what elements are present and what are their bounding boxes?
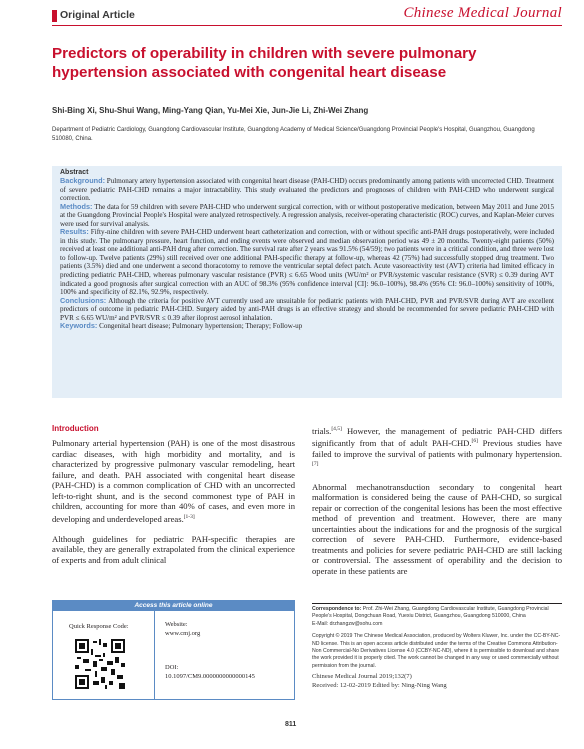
header-rule: [52, 25, 562, 26]
copyright-notice: Copyright © 2019 The Chinese Medical Association, produced by Wolters Kluwer, Inc. under the CC-BY-NC-ND license. This is an open access article distributed under the terms of the Creative Commons Attribution-Non Commercial-No Derivatives License 4.0 (CCBY-NC-ND), where it is permissible to download and share the work provided it is properly cited. The work cannot be changed in any way or used commercially without permission from the journal.: [312, 633, 561, 669]
methods-text: The data for 59 children with severe PAH-CHD who underwent surgical correction, with or without postoperative medication, between May 2011 and June 2015 at the Guangdong Provincial People's Hospital were analyzed retrospectively. A regression analysis, receiver-operating characteristic (ROC) curves, and Kaplan-Meier curves were used for survival analysis.: [60, 202, 554, 228]
author-list: Shi-Bing Xi, Shu-Shui Wang, Ming-Yang Qian, Yu-Mei Xie, Jun-Jie Li, Zhi-Wei Zhang: [52, 106, 369, 115]
header-mark: [52, 10, 57, 22]
journal-name: Chinese Medical Journal: [403, 5, 562, 21]
r1b-text: However, the management of pediatric PAH-CHD differs significantly from that of adult PAH-CHD.: [312, 425, 562, 449]
results-label: Results:: [60, 227, 89, 237]
abstract-methods: [60, 203, 554, 229]
citation-ref[interactable]: [4,5]: [331, 426, 342, 432]
access-heading: Access this article online: [53, 601, 294, 611]
access-divider: [154, 611, 155, 699]
footnotes: [312, 603, 562, 690]
abstract-box: [52, 166, 562, 398]
article-title: Predictors of operability in children with severe pulmonary hypertension associated with congenital heart disease: [52, 45, 477, 81]
keywords-label: Keywords:: [60, 321, 98, 331]
keywords-text: Congenital heart disease; Pulmonary hypertension; Therapy; Follow-up: [99, 322, 303, 331]
access-online-box: [52, 600, 295, 700]
received-line: Received: 12-02-2019 Edited by: Ning-Ning Wang: [312, 682, 447, 690]
qr-label: Quick Response Code:: [69, 623, 129, 630]
abstract-background: [60, 177, 554, 203]
article-type: Original Article: [60, 9, 135, 21]
intro-p1-text: Pulmonary arterial hypertension (PAH) is one of the most disastrous cardiac diseases, with high morbidity and mortality, and is characterized by progressive pulmonary vascular remodeling, heart failure, and death. PAH associated with congenital heart disease (PAH-CHD) is a common complication of CHD with an uncorrected left-to-right shunt, and is the second commonest type of PAH in children, accounting for more than 40% of cases, and even more in developing and underdeveloped areas.: [52, 438, 295, 524]
results-text: Fifty-nine children with severe PAH-CHD underwent heart catheterization and correction, with or without specific anti-PAH drugs postoperatively, were included in this study. The pulmonary pressure, heart function, and ending events were observed and median observation period was 49 ± 20 months. Twenty-eight patients (50%) received at least one additional anti-PAH drug after correction. The survival rate after 2 years was 91.5% (54/59); two patients were in a critical condition, and three were lost to follow-up. Twelve patients (29%) still received over one additional PAH-specific therapy at follow-up, whereas 42 (75%) had successfully stopped drug treatment. Two patients (3.5%) died and one underwent a second thoracotomy to remove the ventricular septal defect patch. Acute vasoreactivity test (AVT) criteria had limited efficacy in predicting pediatric PAH-CHD, whereas pulmonary vascular resistance (PVR) ≤ 6.65 Wood units (WU/m² or PVR/systemic vascular resistance (SVR) ≤ 0.39 during AVT indicated a good prognosis after surgical correction with an AUC of 98.3% (95% confidence interval [CI]: 96.0–100%), 98.4% (95% CI: 96.0–100%) sensitivity of 100%, 100% and specificity of 82.1%, 92.9%, respectively.: [60, 228, 554, 297]
intro-paragraph-4: Abnormal mechanotransduction secondary to congenital heart malformation is considered being the cause of PAH-CHD, so surgical repair or correction of the congenital lesions has been the most effective method of prevention and treatment. However, there are many uncertainties about the indications for and the prognosis of the surgical correction of severe PAH-CHD. Furthermore, evidence-based treatments and policies for severe pediatric PAH-CHD are still lacking or controversial. The assessment of operability and the decision to operate in these patients are: [312, 481, 562, 576]
r1c-text: Previous studies have failed to improve the survival of patients with pulmonary hypertension.: [312, 438, 562, 459]
abstract-keywords: [60, 322, 554, 331]
intro-paragraph-3: [312, 424, 562, 472]
affiliation: Department of Pediatric Cardiology, Guangdong Cardiovascular Institute, Guangdong Academy of Medical Science/Guangdong Provincial People's Hospital, Guangzhou, Guangdong 510080, China.: [52, 127, 535, 142]
background-label: Background:: [60, 176, 105, 185]
correspondence-label: Correspondence to:: [312, 606, 362, 612]
correspondence: [312, 606, 562, 621]
methods-label: Methods:: [60, 201, 93, 211]
doi-label: DOI:: [165, 664, 179, 671]
background-text: Pulmonary artery hypertension associated with congenital heart disease (PAH-CHD) occurs predominantly among patients with uncorrected CHD. Treatment of severe pediatric PAH-CHD remains a major intractability. This study evaluated the predictors and prognoses of children with PAH-CHD who underwent surgical correction.: [60, 177, 554, 203]
website-link[interactable]: www.cmj.org: [165, 630, 201, 637]
introduction-heading: Introduction: [52, 424, 99, 433]
website-label: Website:: [165, 621, 188, 628]
citation-ref[interactable]: [6]: [471, 438, 478, 445]
left-column: [52, 424, 295, 575]
conclusions-text: Although the criteria for positive AVT currently used are unsuitable for pediatric patients with PAH-CHD, PVR and PVR/SVR during AVT are excellent predictors of outcome in pediatric PAH-CHD. Surgery aided by anti-PAH drugs is an effective strategy and should be recommended for severe pediatric PAH-CHD with PVR ≤ 6.65 WU/m² and PVR/SVR ≤ 0.39 after iloprost aerosol inhalation.: [60, 296, 554, 322]
email-line[interactable]: E-Mail: drzhangzw@sohu.com: [312, 620, 383, 627]
abstract-results: [60, 228, 554, 296]
abstract-conclusions: [60, 297, 554, 323]
right-column: [312, 424, 562, 586]
doi-link[interactable]: 10.1097/CM9.0000000000000145: [165, 673, 255, 680]
citation-ref[interactable]: [7]: [312, 461, 319, 468]
page-number: 811: [285, 721, 297, 728]
intro-paragraph-1: [52, 438, 295, 524]
citation-ref[interactable]: [1-3]: [183, 513, 195, 520]
qr-code-icon[interactable]: [75, 639, 125, 689]
abstract-heading: Abstract: [60, 169, 89, 176]
r1a-text: trials.: [312, 425, 332, 436]
citation-line: Chinese Medical Journal 2019;132(7): [312, 673, 412, 681]
correspondence-text: Prof. Zhi-Wei Zhang, Guangdong Cardiovascular Institute, Guangdong Provincial People's Hospital, Dongchuan Road, Yuexiu District, Guangzhou, Guangdong 510000, China: [312, 606, 549, 620]
intro-paragraph-2: Although guidelines for pediatric PAH-specific therapies are available, they are generally extrapolated from the clinical experience of experts and from adult clinical: [52, 533, 295, 565]
conclusions-label: Conclusions:: [60, 295, 107, 305]
